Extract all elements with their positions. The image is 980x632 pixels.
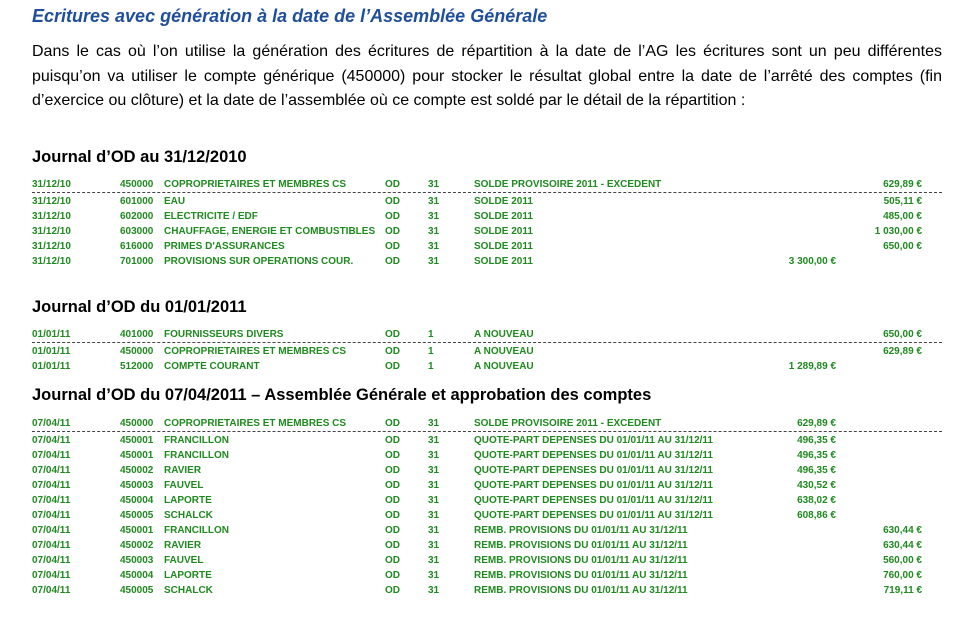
entry-account: 602000 [120,211,154,222]
entry-account: 450003 [120,480,154,491]
entry-account-label: EAU [164,196,186,207]
entry-journal-code: OD [385,211,400,222]
entry-account-label: RAVIER [164,540,202,551]
entry-piece-number: 31 [428,510,440,521]
ledger-row [32,494,942,509]
entry-account: 450004 [120,495,154,506]
entry-date: 07/04/11 [32,495,71,506]
entry-piece-number: 31 [428,196,440,207]
entry-debit: 496,35 € [797,465,836,476]
entry-date: 01/01/11 [32,329,71,340]
entry-date: 07/04/11 [32,450,71,461]
entry-account: 450004 [120,570,154,581]
entry-account-label: PROVISIONS SUR OPERATIONS COUR. [164,256,354,267]
entry-journal-code: OD [385,435,400,446]
entry-account-label: PRIMES D'ASSURANCES [164,241,285,252]
entry-description: A NOUVEAU [474,361,534,372]
entry-piece-number: 31 [428,226,440,237]
entry-debit: 638,02 € [797,495,836,506]
entry-credit: 560,00 € [883,555,922,566]
ledger-row [32,417,942,432]
entry-journal-code: OD [385,361,400,372]
entry-piece-number: 31 [428,555,440,566]
entry-account-label: FAUVEL [164,555,204,566]
ledger-row [32,195,942,210]
entry-journal-code: OD [385,510,400,521]
entry-account-label: FAUVEL [164,480,204,491]
entry-description: QUOTE-PART DEPENSES DU 01/01/11 AU 31/12/11 [474,465,713,476]
entry-journal-code: OD [385,465,400,476]
entry-debit: 496,35 € [797,450,836,461]
entry-piece-number: 1 [428,329,434,340]
entry-journal-code: OD [385,525,400,536]
entry-piece-number: 31 [428,480,440,491]
ledger-row [32,240,942,255]
entry-date: 31/12/10 [32,179,71,190]
entry-date: 07/04/11 [32,585,71,596]
entry-description: QUOTE-PART DEPENSES DU 01/01/11 AU 31/12/11 [474,435,713,446]
journal-heading-2: Journal d’OD du 01/01/2011 [32,298,247,316]
entry-piece-number: 1 [428,361,434,372]
entry-account-label: RAVIER [164,465,202,476]
entry-credit: 760,00 € [883,570,922,581]
entry-account: 450002 [120,540,154,551]
entry-credit: 650,00 € [883,241,922,252]
entry-credit: 650,00 € [883,329,922,340]
entry-date: 31/12/10 [32,226,71,237]
entry-date: 31/12/10 [32,256,71,267]
entry-date: 07/04/11 [32,570,71,581]
entry-piece-number: 31 [428,418,440,429]
entry-journal-code: OD [385,495,400,506]
entry-piece-number: 31 [428,570,440,581]
entry-piece-number: 31 [428,435,440,446]
ledger-row [32,360,942,375]
ledger-row [32,554,942,569]
entry-account-label: ELECTRICITE / EDF [164,211,258,222]
entry-piece-number: 1 [428,346,434,357]
entry-journal-code: OD [385,555,400,566]
ledger-row [32,584,942,599]
journal-heading-1: Journal d’OD au 31/12/2010 [32,148,247,166]
entry-account-label: SCHALCK [164,510,213,521]
entry-account-label: COPROPRIETAIRES ET MEMBRES CS [164,418,347,429]
entry-account-label: FRANCILLON [164,450,229,461]
entry-date: 07/04/11 [32,510,71,521]
entry-account: 512000 [120,361,154,372]
entry-piece-number: 31 [428,585,440,596]
entry-description: SOLDE 2011 [474,256,533,267]
entry-account: 616000 [120,241,154,252]
entry-account: 450001 [120,450,154,461]
entry-credit: 485,00 € [883,211,922,222]
entry-journal-code: OD [385,450,400,461]
entry-description: REMB. PROVISIONS DU 01/01/11 AU 31/12/11 [474,525,688,536]
entry-date: 07/04/11 [32,435,71,446]
entry-debit: 3 300,00 € [788,256,836,267]
entry-account: 701000 [120,256,154,267]
ledger-row [32,328,942,343]
entry-date: 07/04/11 [32,525,71,536]
entry-description: SOLDE 2011 [474,211,533,222]
entry-debit: 608,86 € [797,510,836,521]
entry-account-label: FRANCILLON [164,435,229,446]
entry-description: QUOTE-PART DEPENSES DU 01/01/11 AU 31/12/11 [474,510,713,521]
entry-piece-number: 31 [428,241,440,252]
entry-piece-number: 31 [428,256,440,267]
entry-account: 450000 [120,179,154,190]
entry-date: 31/12/10 [32,211,71,222]
entry-description: SOLDE 2011 [474,226,533,237]
entry-journal-code: OD [385,418,400,429]
entry-account-label: SCHALCK [164,585,213,596]
ledger-row [32,449,942,464]
entry-date: 07/04/11 [32,465,71,476]
entry-description: A NOUVEAU [474,346,534,357]
entry-debit: 496,35 € [797,435,836,446]
entry-piece-number: 31 [428,525,440,536]
entry-description: QUOTE-PART DEPENSES DU 01/01/11 AU 31/12/11 [474,495,713,506]
entry-journal-code: OD [385,329,400,340]
entry-journal-code: OD [385,241,400,252]
entry-date: 07/04/11 [32,480,71,491]
entry-description: SOLDE PROVISOIRE 2011 - EXCEDENT [474,418,662,429]
entry-description: SOLDE 2011 [474,196,533,207]
ledger-row [32,225,942,240]
entry-date: 07/04/11 [32,555,71,566]
entry-piece-number: 31 [428,540,440,551]
entry-date: 01/01/11 [32,361,71,372]
entry-account: 450000 [120,418,154,429]
entry-credit: 629,89 € [883,179,922,190]
entry-description: A NOUVEAU [474,329,534,340]
ledger-row [32,509,942,524]
entry-account-label: FRANCILLON [164,525,229,536]
ledger-row [32,569,942,584]
ledger-row [32,524,942,539]
entry-account: 450001 [120,525,154,536]
entry-account: 450005 [120,510,154,521]
entry-journal-code: OD [385,179,400,190]
ledger-row [32,345,942,360]
journal-table-2 [32,328,942,375]
entry-description: QUOTE-PART DEPENSES DU 01/01/11 AU 31/12/11 [474,450,713,461]
entry-journal-code: OD [385,540,400,551]
entry-description: SOLDE PROVISOIRE 2011 - EXCEDENT [474,179,662,190]
ledger-row [32,479,942,494]
entry-account-label: COPROPRIETAIRES ET MEMBRES CS [164,346,347,357]
entry-credit: 719,11 € [883,585,922,596]
entry-debit: 430,52 € [797,480,836,491]
entry-credit: 629,89 € [883,346,922,357]
journal-table-1 [32,178,942,270]
ledger-row [32,434,942,449]
entry-description: REMB. PROVISIONS DU 01/01/11 AU 31/12/11 [474,540,688,551]
entry-account: 401000 [120,329,154,340]
entry-description: QUOTE-PART DEPENSES DU 01/01/11 AU 31/12/11 [474,480,713,491]
entry-piece-number: 31 [428,465,440,476]
entry-account-label: LAPORTE [164,570,212,581]
entry-account: 450005 [120,585,154,596]
entry-account-label: LAPORTE [164,495,212,506]
entry-credit: 630,44 € [883,540,922,551]
entry-debit: 629,89 € [797,418,836,429]
entry-account-label: COPROPRIETAIRES ET MEMBRES CS [164,179,347,190]
entry-journal-code: OD [385,570,400,581]
entry-account-label: COMPTE COURANT [164,361,260,372]
journal-heading-3: Journal d’OD du 07/04/2011 – Assemblée Générale et approbation des comptes [32,386,652,404]
entry-journal-code: OD [385,480,400,491]
entry-journal-code: OD [385,226,400,237]
entry-account: 450000 [120,346,154,357]
entry-date: 07/04/11 [32,418,71,429]
ledger-row [32,178,942,193]
ledger-row [32,255,942,270]
entry-journal-code: OD [385,256,400,267]
entry-date: 31/12/10 [32,196,71,207]
entry-journal-code: OD [385,346,400,357]
entry-account-label: FOURNISSEURS DIVERS [164,329,284,340]
entry-credit: 1 030,00 € [874,226,922,237]
entry-account: 450001 [120,435,154,446]
entry-credit: 505,11 € [883,196,922,207]
entry-description: REMB. PROVISIONS DU 01/01/11 AU 31/12/11 [474,570,688,581]
entry-date: 07/04/11 [32,540,71,551]
entry-journal-code: OD [385,585,400,596]
section-title: Ecritures avec génération à la date de l’Assemblée Générale [32,6,548,26]
entry-date: 01/01/11 [32,346,71,357]
entry-account: 603000 [120,226,154,237]
entry-account: 450003 [120,555,154,566]
journal-table-3 [32,417,942,599]
entry-journal-code: OD [385,196,400,207]
entry-description: REMB. PROVISIONS DU 01/01/11 AU 31/12/11 [474,585,688,596]
entry-piece-number: 31 [428,179,440,190]
ledger-row [32,539,942,554]
entry-description: SOLDE 2011 [474,241,533,252]
entry-piece-number: 31 [428,495,440,506]
entry-description: REMB. PROVISIONS DU 01/01/11 AU 31/12/11 [474,555,688,566]
entry-credit: 630,44 € [883,525,922,536]
entry-piece-number: 31 [428,450,440,461]
entry-account: 601000 [120,196,154,207]
entry-date: 31/12/10 [32,241,71,252]
entry-debit: 1 289,89 € [788,361,836,372]
ledger-row [32,210,942,225]
entry-account-label: CHAUFFAGE, ENERGIE ET COMBUSTIBLES [164,226,376,237]
entry-piece-number: 31 [428,211,440,222]
entry-account: 450002 [120,465,154,476]
intro-paragraph: Dans le cas où l’on utilise la génération des écritures de répartition à la date de l’AG les écritures sont un peu différentes puisqu’on va utiliser le compte générique (450000) pour stocker le résultat global entre la date de l’arrêté des comptes (fin d’exercice ou clôture) et la date de l’assemblée où ce compte est soldé par le détail de la répartition : [32,43,942,109]
ledger-row [32,464,942,479]
